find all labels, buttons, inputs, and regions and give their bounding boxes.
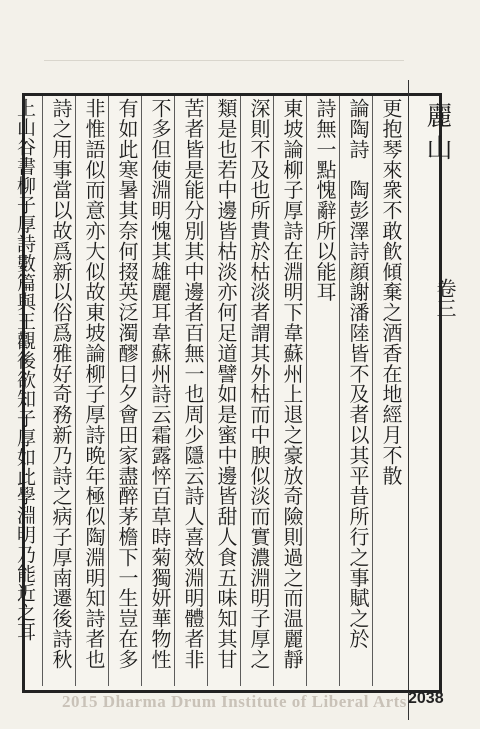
text-column-6: 類是也若中邊皆枯淡亦何足道譬如是蜜中邊皆甜人食五味知其甘 bbox=[214, 98, 238, 670]
text-column-3: 詩無一點愧辭所以能耳 bbox=[313, 98, 337, 302]
text-column-13: 上山谷書柳子厚詩數篇與王觀後欲知子厚如此學淵明乃能近之耳 bbox=[14, 98, 36, 642]
right-margin-strip bbox=[408, 80, 461, 720]
text-column-4: 東坡論柳子厚詩在淵明下韋蘇州上退之豪放奇險則過之而温麗靜 bbox=[280, 98, 304, 670]
text-column-9: 有如此寒暑其奈何掇英泛濁醪日夕會田家盡醉茅檐下一生豈在多 bbox=[115, 98, 139, 670]
footer-watermark: 2015 Dharma Drum Institute of Liberal Arts bbox=[62, 692, 407, 711]
margin-title: 麗山 bbox=[422, 102, 452, 166]
text-column-11: 詩之用事當以故爲新以俗爲雅好奇務新乃詩之病子厚南遷後詩秋 bbox=[49, 98, 73, 670]
text-column-8: 不多但使淵明愧其雄麗耳韋蘇州詩云霜露悴百草時菊獨妍華物性 bbox=[148, 98, 172, 670]
text-column-10: 非惟語似而意亦大似故東坡論柳子厚詩晩年極似陶淵明知詩者也 bbox=[82, 98, 106, 670]
text-column-1: 更抱琴來衆不敢飮傾棄之酒香在地經月不散 bbox=[379, 98, 403, 486]
text-column-5: 深則不及也所貴於枯淡者謂其外枯而中腴似淡而實濃淵明子厚之 bbox=[247, 98, 271, 670]
text-column-7: 苦者皆是能分別其中邊者百無一也周少隱云詩人喜效淵明體者非 bbox=[181, 98, 205, 670]
page-number: 2038 bbox=[408, 690, 444, 707]
text-column-2: 論陶詩 陶彭澤詩顔謝潘陸皆不及者以其平昔所行之事賦之於 bbox=[346, 98, 370, 649]
scan-artifact-line bbox=[44, 60, 404, 61]
column-rule bbox=[42, 96, 43, 686]
volume-label: 卷三 bbox=[433, 278, 457, 318]
